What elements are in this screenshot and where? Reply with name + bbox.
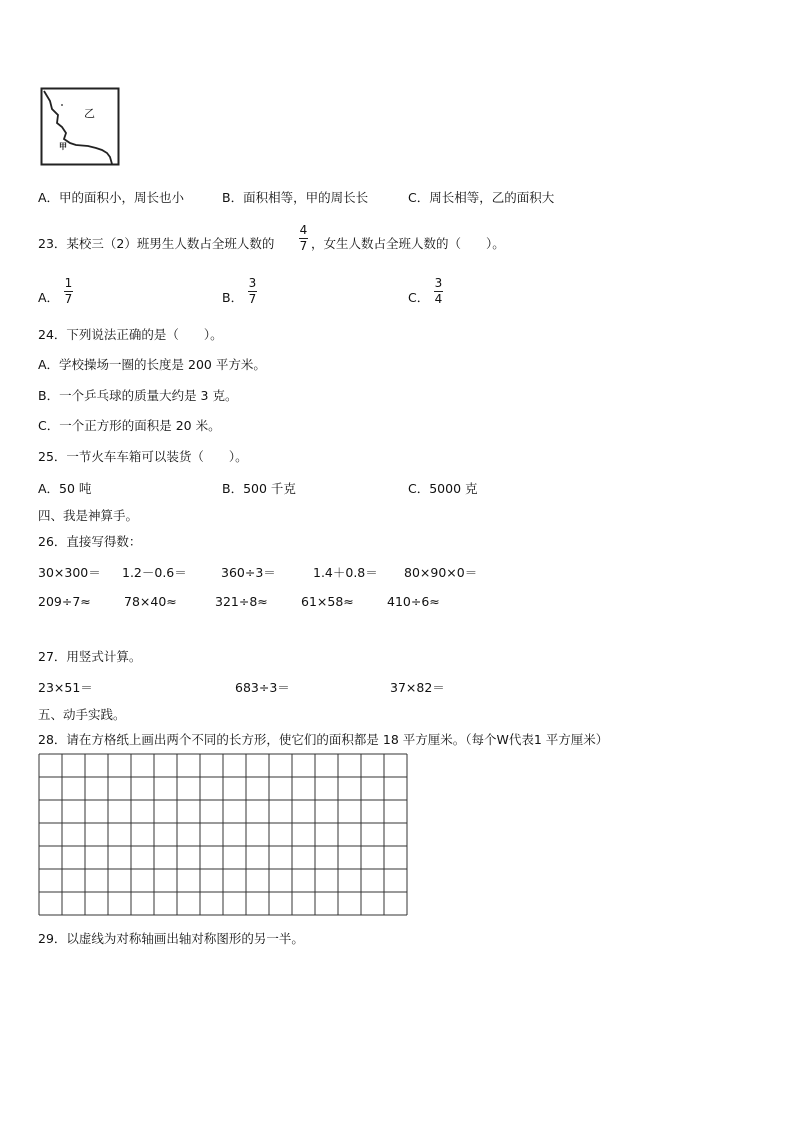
fraction-denominator: 4 [434, 292, 443, 306]
square-grid[interactable] [38, 753, 410, 917]
q22-option-c: C．周长相等，乙的面积大 [408, 190, 555, 205]
q25-option-b: B．500 千克 [222, 481, 296, 496]
q26-item: 80×90×0＝ [404, 565, 478, 580]
q26-item: 321÷8≈ [215, 594, 268, 609]
q26-item: 1.4＋0.8＝ [313, 565, 378, 580]
q28-stem: 28．请在方格纸上画出两个不同的长方形，使它们的面积都是 18 平方厘米。（每个W代表1 平方厘米） [38, 732, 609, 747]
shape-figure [40, 87, 122, 172]
q24-option-c: C．一个正方形的面积是 20 米。 [38, 418, 221, 433]
q29-stem: 29．以虚线为对称轴画出轴对称图形的另一半。 [38, 931, 304, 946]
q27-item: 683÷3＝ [235, 680, 290, 695]
label-yi: 乙 [84, 107, 95, 120]
q26-item: 78×40≈ [124, 594, 177, 609]
fraction-numerator: 3 [434, 276, 443, 290]
q26-item: 1.2－0.6＝ [122, 565, 187, 580]
q23-option-b-fraction [248, 277, 257, 306]
q23-stem-after: ，女生人数占全班人数的（ ）。 [311, 236, 505, 251]
label-jia: 甲 [59, 142, 67, 151]
fraction-denominator: 7 [248, 292, 257, 306]
fraction-denominator: 7 [299, 239, 308, 253]
q25-option-c: C．5000 克 [408, 481, 478, 496]
q25-option-a: A．50 吨 [38, 481, 92, 496]
q27-item: 37×82＝ [390, 680, 445, 695]
section-four-heading: 四、我是神算手。 [38, 508, 139, 523]
q22-option-b: B．面积相等，甲的周长长 [222, 190, 369, 205]
q24-option-a: A．学校操场一圈的长度是 200 平方米。 [38, 357, 266, 372]
q26-item: 30×300＝ [38, 565, 101, 580]
q27-item: 23×51＝ [38, 680, 93, 695]
q23-stem-before: 23．某校三（2）班男生人数占全班人数的 [38, 236, 275, 251]
q26-item: 360÷3＝ [221, 565, 276, 580]
fraction-denominator: 7 [64, 292, 73, 306]
fraction-numerator: 3 [248, 276, 257, 290]
q23-stem-fraction [299, 224, 308, 253]
q25-stem: 25．一节火车车箱可以装货（ ）。 [38, 449, 248, 464]
q24-option-b: B．一个乒乓球的质量大约是 3 克。 [38, 388, 238, 403]
q22-option-a: A．甲的面积小，周长也小 [38, 190, 185, 205]
q23-option-c-fraction [434, 277, 443, 306]
q26-item: 61×58≈ [301, 594, 354, 609]
q26-item: 410÷6≈ [387, 594, 440, 609]
fraction-numerator: 1 [64, 276, 73, 290]
q27-stem: 27．用竖式计算。 [38, 649, 142, 664]
q26-stem: 26．直接写得数： [38, 534, 142, 549]
fraction-numerator: 4 [299, 223, 308, 237]
q26-item: 209÷7≈ [38, 594, 91, 609]
q23-option-a-fraction [64, 277, 73, 306]
section-five-heading: 五、动手实践。 [38, 707, 126, 722]
q23-option-c-label: C． [408, 290, 430, 305]
q23-option-b-label: B． [222, 290, 244, 305]
q23-option-a-label: A． [38, 290, 60, 305]
q24-stem: 24．下列说法正确的是（ ）。 [38, 327, 223, 342]
